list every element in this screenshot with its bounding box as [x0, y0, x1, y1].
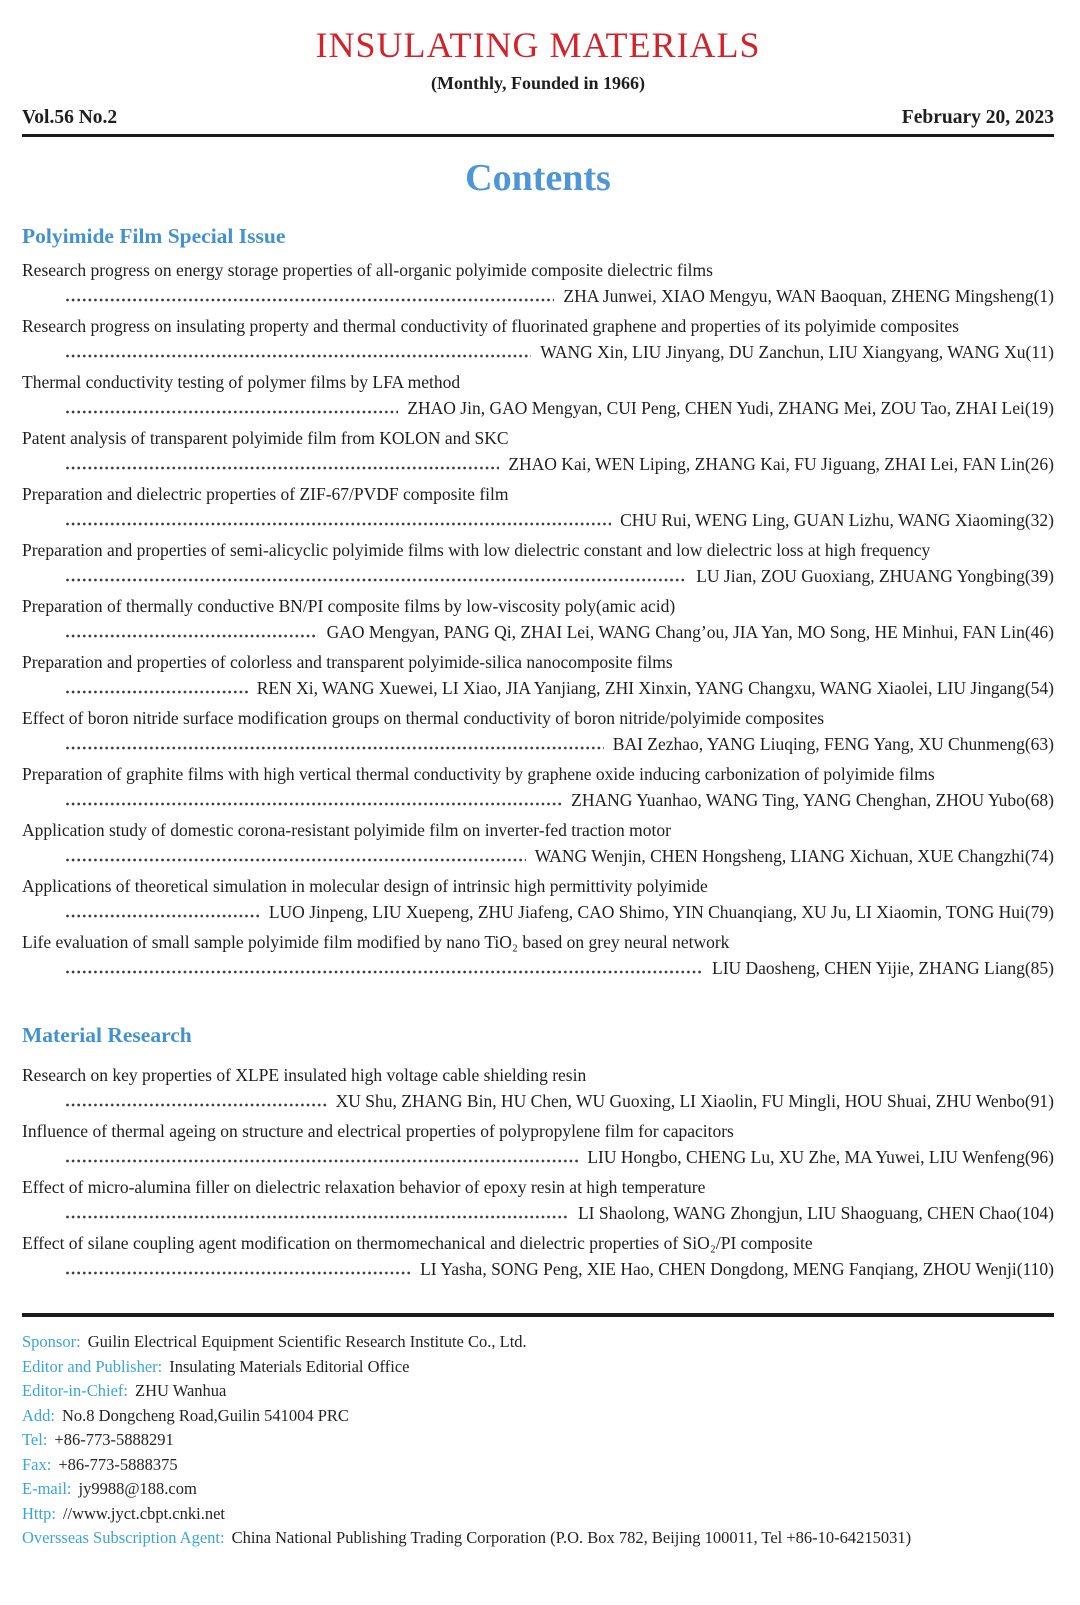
entry-title: Research progress on energy storage properties of all-organic polyimide composite dielectric films — [22, 260, 713, 280]
authors-text: BAI Zezhao, YANG Liuqing, FENG Yang, XU Chunmeng — [612, 734, 1025, 754]
entry-author-line — [66, 1146, 1054, 1169]
entry-author-line — [66, 453, 1054, 476]
entry-authors — [587, 1146, 1054, 1169]
entry-authors — [563, 285, 1054, 308]
authors-text: LI Yasha, SONG Peng, XIE Hao, CHEN Dongdong, MENG Fanqiang, ZHOU Wenji — [420, 1259, 1017, 1279]
entry-page: (39) — [1024, 566, 1054, 586]
footer-label: E-mail: — [22, 1479, 72, 1498]
dot-leader — [66, 857, 526, 863]
entry-page: (26) — [1024, 454, 1054, 474]
toc-entry — [22, 819, 1054, 868]
toc-entry — [22, 1232, 1054, 1281]
footer-line-http — [22, 1502, 1054, 1527]
footer-value: No.8 Dongcheng Road,Guilin 541004 PRC — [62, 1405, 349, 1425]
entry-page: (19) — [1024, 398, 1054, 418]
contents-title: Contents — [465, 157, 611, 199]
entry-author-line — [66, 901, 1054, 924]
journal-subtitle: (Monthly, Founded in 1966) — [430, 73, 646, 93]
footer-line-editor-publisher — [22, 1355, 1054, 1380]
entry-title: Thermal conductivity testing of polymer films by LFA method — [22, 372, 461, 392]
entry-page: (104) — [1016, 1203, 1054, 1223]
entry-title: Effect of micro-alumina filler on dielectric relaxation behavior of epoxy resin at high temperature — [22, 1177, 706, 1197]
entry-title: Effect of silane coupling agent modification on thermomechanical and dielectric properties of SiO₂/PI composite — [22, 1233, 813, 1253]
dot-leader — [66, 913, 260, 919]
entry-author-line — [66, 1202, 1054, 1225]
entry-title: Effect of boron nitride surface modification groups on thermal conductivity of boron nitride/polyimide composites — [22, 708, 825, 728]
footer-value: +86-773-5888291 — [54, 1430, 174, 1449]
footer-line-tel — [22, 1428, 1054, 1453]
dot-leader — [66, 297, 554, 303]
entry-page: (63) — [1024, 734, 1054, 754]
entry-page: (54) — [1024, 678, 1054, 698]
toc-entry — [22, 931, 1054, 980]
entry-title: Application study of domestic corona-resistant polyimide film on inverter-fed traction motor — [22, 820, 671, 840]
footer-label: Sponsor: — [22, 1332, 81, 1351]
section-heading-material-research: Material Research — [22, 1023, 192, 1047]
footer-label: Tel: — [22, 1430, 48, 1449]
footer-value: China National Publishing Trading Corporation (P.O. Box 782, Beijing 100011, Tel +86-10-64215031) — [231, 1528, 912, 1547]
dot-leader — [66, 689, 248, 695]
entry-authors — [578, 1202, 1054, 1225]
toc-entry — [22, 371, 1054, 420]
journal-title: INSULATING MATERIALS — [315, 25, 761, 65]
entry-author-line — [66, 733, 1054, 756]
authors-text: CHU Rui, WENG Ling, GUAN Lizhu, WANG Xiaoming — [620, 510, 1025, 530]
entry-authors — [269, 901, 1054, 924]
entry-page: (1) — [1033, 286, 1054, 306]
footer-line-editor-in-chief — [22, 1379, 1054, 1404]
entry-author-line — [66, 789, 1054, 812]
section-entries-polyimide — [22, 259, 1054, 980]
footer-value: ZHU Wanhua — [134, 1381, 227, 1400]
entry-page: (96) — [1024, 1147, 1054, 1167]
issue-date: February 20, 2023 — [901, 107, 1054, 128]
entry-title: Preparation of thermally conductive BN/PI composite films by low-viscosity poly(amic acid) — [22, 596, 676, 616]
toc-entry — [22, 1120, 1054, 1169]
toc-entry — [22, 707, 1054, 756]
entry-authors — [407, 397, 1054, 420]
entry-title: Preparation and dielectric properties of ZIF-67/PVDF composite film — [22, 484, 509, 504]
entry-title: Life evaluation of small sample polyimide film modified by nano TiO₂ based on grey neural network — [22, 932, 730, 952]
footer-label: Editor and Publisher: — [22, 1356, 163, 1376]
footer-label: Oversseas Subscription Agent: — [22, 1528, 225, 1547]
entry-title: Influence of thermal ageing on structure and electrical properties of polypropylene film for capacitors — [22, 1121, 734, 1141]
entry-author-line — [66, 677, 1054, 700]
entry-authors — [571, 789, 1054, 812]
authors-text: XU Shu, ZHANG Bin, HU Chen, WU Guoxing, LI Xiaolin, FU Mingli, HOU Shuai, ZHU Wenbo — [335, 1091, 1025, 1111]
authors-text: WANG Wenjin, CHEN Hongsheng, LIANG Xichuan, XUE Changzhi — [534, 846, 1025, 866]
toc-entry — [22, 875, 1054, 924]
entry-authors — [620, 509, 1054, 532]
toc-entry — [22, 427, 1054, 476]
footer-value: jy9988@188.com — [78, 1479, 197, 1498]
entry-author-line — [66, 509, 1054, 532]
entry-author-line — [66, 285, 1054, 308]
entry-page: (11) — [1025, 342, 1054, 362]
dot-leader — [66, 577, 687, 583]
authors-text: WANG Xin, LIU Jinyang, DU Zanchun, LIU Xiangyang, WANG Xu — [540, 342, 1026, 362]
entry-page: (32) — [1024, 510, 1054, 530]
toc-entry — [22, 1064, 1054, 1113]
footer-line-overseas-agent — [22, 1526, 1054, 1551]
entry-authors — [712, 957, 1054, 980]
section-heading-polyimide: Polyimide Film Special Issue — [22, 224, 286, 248]
entry-page: (46) — [1024, 622, 1054, 642]
authors-text: ZHAO Kai, WEN Liping, ZHANG Kai, FU Jiguang, ZHAI Lei, FAN Lin — [508, 454, 1025, 474]
entry-page: (79) — [1024, 902, 1054, 922]
entry-title: Research on key properties of XLPE insulated high voltage cable shielding resin — [22, 1065, 587, 1085]
footer-line-fax — [22, 1453, 1054, 1478]
footer-label: Editor-in-Chief: — [22, 1381, 128, 1400]
authors-text: LI Shaolong, WANG Zhongjun, LIU Shaoguang, CHEN Chao — [577, 1203, 1017, 1223]
entry-authors — [336, 1090, 1054, 1113]
entry-authors — [327, 621, 1054, 644]
dot-leader — [66, 409, 398, 415]
dot-leader — [66, 1214, 569, 1220]
dot-leader — [66, 969, 703, 975]
footer-label: Fax: — [22, 1454, 52, 1474]
entry-author-line — [66, 621, 1054, 644]
entry-author-line — [66, 341, 1054, 364]
entry-page: (85) — [1024, 958, 1054, 978]
toc-entry — [22, 483, 1054, 532]
toc-entry — [22, 595, 1054, 644]
authors-text: REN Xi, WANG Xuewei, LI Xiao, JIA Yanjiang, ZHI Xinxin, YANG Changxu, WANG Xiaolei, LIU Jingang — [256, 678, 1025, 698]
dot-leader — [66, 801, 562, 807]
entry-title: Preparation and properties of colorless and transparent polyimide-silica nanocomposite films — [22, 652, 673, 672]
dot-leader — [66, 521, 611, 527]
entry-title: Preparation of graphite films with high vertical thermal conductivity by graphene oxide inducing carbonization of polyimide films — [22, 764, 935, 784]
footer-value: Guilin Electrical Equipment Scientific Research Institute Co., Ltd. — [87, 1332, 527, 1351]
footer-line-email — [22, 1477, 1054, 1502]
entry-author-line — [66, 1090, 1054, 1113]
dot-leader — [66, 353, 531, 359]
footer-value: Insulating Materials Editorial Office — [169, 1356, 410, 1376]
dot-leader — [66, 745, 604, 751]
dot-leader — [66, 633, 318, 639]
entry-author-line — [66, 397, 1054, 420]
authors-text: LIU Hongbo, CHENG Lu, XU Zhe, MA Yuwei, LIU Wenfeng — [587, 1147, 1025, 1167]
entry-page: (91) — [1024, 1091, 1054, 1111]
footer-label: Http: — [22, 1503, 56, 1523]
entry-authors — [420, 1258, 1054, 1281]
toc-entry — [22, 651, 1054, 700]
authors-text: LIU Daosheng, CHEN Yijie, ZHANG Liang — [712, 958, 1025, 978]
entry-page: (68) — [1024, 790, 1054, 810]
authors-text: ZHAO Jin, GAO Mengyan, CUI Peng, CHEN Yudi, ZHANG Mei, ZOU Tao, ZHAI Lei — [407, 398, 1025, 418]
authors-text: ZHA Junwei, XIAO Mengyu, WAN Baoquan, ZHENG Mingsheng — [563, 286, 1034, 306]
entry-page: (110) — [1016, 1259, 1054, 1279]
entry-page: (74) — [1024, 846, 1054, 866]
entry-author-line — [66, 565, 1054, 588]
toc-entry — [22, 1176, 1054, 1225]
masthead-meta-row — [22, 107, 1054, 137]
entry-authors — [508, 453, 1054, 476]
toc-entry — [22, 259, 1054, 308]
entry-author-line — [66, 1258, 1054, 1281]
entry-authors — [257, 677, 1054, 700]
imprint-footer — [22, 1313, 1054, 1551]
entry-title: Preparation and properties of semi-alicyclic polyimide films with low dielectric constant and low dielectric loss at high frequency — [22, 540, 931, 560]
authors-text: GAO Mengyan, PANG Qi, ZHAI Lei, WANG Chang’ou, JIA Yan, MO Song, HE Minhui, FAN Lin — [326, 622, 1025, 642]
footer-line-address — [22, 1404, 1054, 1429]
entry-author-line — [66, 957, 1054, 980]
entry-author-line — [66, 845, 1054, 868]
dot-leader — [66, 1102, 327, 1108]
dot-leader — [66, 465, 499, 471]
entry-authors — [613, 733, 1054, 756]
volume-issue: Vol.56 No.2 — [22, 107, 118, 128]
footer-value: +86-773-5888375 — [58, 1454, 178, 1474]
footer-label: Add: — [22, 1405, 55, 1425]
dot-leader — [66, 1270, 411, 1276]
entry-authors — [540, 341, 1054, 364]
entry-title: Patent analysis of transparent polyimide film from KOLON and SKC — [22, 428, 509, 448]
dot-leader — [66, 1158, 578, 1164]
authors-text: LUO Jinpeng, LIU Xuepeng, ZHU Jiafeng, CAO Shimo, YIN Chuanqiang, XU Ju, LI Xiaomin, TONG Hui — [268, 902, 1025, 922]
toc-entry — [22, 315, 1054, 364]
section-entries-material-research — [22, 1064, 1054, 1281]
footer-value: //www.jyct.cbpt.cnki.net — [62, 1503, 225, 1523]
footer-line-sponsor — [22, 1330, 1054, 1355]
authors-text: ZHANG Yuanhao, WANG Ting, YANG Chenghan, ZHOU Yubo — [571, 790, 1025, 810]
entry-authors — [696, 565, 1054, 588]
authors-text: LU Jian, ZOU Guoxiang, ZHUANG Yongbing — [696, 566, 1025, 586]
entry-title: Research progress on insulating property and thermal conductivity of fluorinated graphene and properties of its polyimide composites — [22, 316, 959, 336]
entry-title: Applications of theoretical simulation in molecular design of intrinsic high permittivity polyimide — [22, 876, 708, 896]
toc-entry — [22, 763, 1054, 812]
toc-entry — [22, 539, 1054, 588]
entry-authors — [535, 845, 1054, 868]
